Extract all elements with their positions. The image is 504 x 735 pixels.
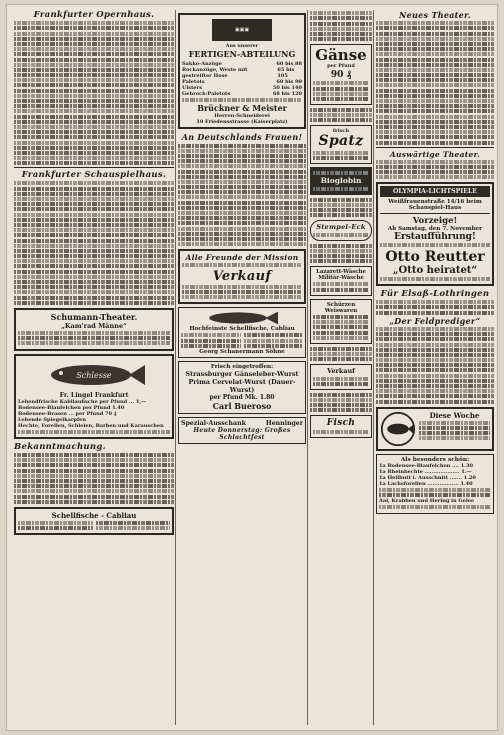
fish-item: Hechte, Forellen, Schleien, Barben und Karauschen (18, 422, 164, 429)
spatz-sub: frisch (332, 128, 350, 135)
spatz-heading: Spatz (318, 133, 364, 150)
bioglobin-ad (310, 167, 372, 195)
fish-item: Lebende Spiegelkarpfen (18, 416, 86, 423)
newspaper-page (6, 4, 498, 731)
bekanntmachung-heading: Bekanntmachung. (14, 441, 106, 452)
brand-logo: ▣▣▣ (212, 19, 272, 41)
stempel-heading: Stempel-Eck (316, 223, 366, 232)
auswaertige-heading: Auswärtige Theater. (389, 149, 481, 159)
fish-seal-icon (380, 411, 416, 447)
mission-ad (178, 249, 306, 304)
angebot-row: 1a Rheinhechte .................... 1.— (379, 468, 472, 475)
price-row: Sakko-Anzüge 60 bis 88 (182, 61, 302, 67)
diese-woche-heading: Diese Woche (429, 410, 480, 420)
appeal-heading: An Deutschlands Frauen! (181, 132, 303, 143)
fish-icon (197, 310, 287, 326)
leinen-heading: Schürzen Weiswaren (324, 301, 358, 314)
fish-illustration-icon (39, 361, 149, 389)
column-rule (373, 10, 374, 725)
gaense-ad (310, 44, 372, 105)
price-row: Rockanzüge, Weste mit gestreifter Hose 65 bis 105 (182, 67, 295, 79)
schellfisch-wholesale-ad (178, 307, 306, 358)
schumann-theater-ad (14, 308, 174, 351)
elsass-heading: Für Elsaß-Lothringen (380, 289, 490, 299)
lazarett-heading: Lazarett-Wäsche Militär-Wäsche (316, 269, 366, 282)
olympia-lichtspiele-ad (376, 182, 494, 286)
feldprediger-title: „Der Feldprediger“ (389, 315, 481, 326)
stempel-eck-ad (310, 220, 372, 240)
angebote-heading: Als besonders schön: (400, 456, 470, 463)
fish-company: Fr. Lingel Frankfurt (59, 391, 129, 399)
schellfisch-ad (14, 507, 174, 536)
angebot-row: 1a Heilbutt i. Ausschnitt ....... 1.20 (379, 474, 476, 481)
price-row: Paletots 60 bis 90 (182, 79, 302, 85)
fish-item: Lebendfrische Kabliaufische per Pfund ... 1,— (18, 398, 147, 405)
bioglobin-heading: Bioglobin (320, 176, 362, 186)
opera-heading: Frankfurter Opernhaus. (33, 10, 155, 20)
verkauf-small-heading: Verkauf (327, 367, 355, 376)
wurst-2-price: per Pfund Mk. 1.80 (209, 394, 275, 401)
schellfisch-heading: Schellfische - Cabliau (51, 510, 137, 520)
neues-theater-heading: Neues Theater. (399, 10, 471, 20)
gaense-unit: per Pfund (327, 63, 355, 70)
column-rule (307, 10, 308, 725)
schumann-heading: Schumann-Theater. (50, 311, 138, 322)
fish-item: Bodensee-Blaufelchen per Pfund 1.40 (18, 404, 125, 411)
price-row: Gehrock-Paletots 68 bis 120 (182, 91, 302, 97)
olympia-address: Weißfrauenstraße 14/16 beim Schauspiel-Haus (388, 199, 482, 212)
angebot-row: 1a Bodensee-Blaufelchen .... 1.30 (379, 462, 473, 469)
column-rule (175, 10, 176, 725)
wurst-1: Strassburger Gänseleber-Wurst (185, 370, 299, 378)
spezial-brand: Henninger (265, 420, 303, 427)
spezial-ausschank-ad (178, 417, 306, 444)
angebote-list (376, 454, 494, 514)
wurst-ad (178, 361, 306, 414)
brueckner-name: Brückner & Meister (197, 103, 287, 114)
olympia-heading: OLYMPIA-LICHTSPIELE (380, 186, 490, 197)
fisch-small-heading: Fisch (326, 418, 356, 429)
column-cinema-ads (376, 10, 494, 725)
schumann-play: „Kam'rad Männe“ (61, 321, 127, 330)
column-clothing-ads (178, 10, 306, 725)
fish-item: Bodensee-Brasen ... per Pfund 70 ₰ (18, 410, 117, 417)
angebot-row: 1a Lachsforellen .................. 1.40 (379, 480, 473, 487)
price-row: Ulsters 50 bis 140 (182, 85, 302, 91)
fish-market-ad (376, 407, 494, 451)
fisch-small-ad (310, 415, 372, 437)
fisch-company: Georg Schanermann Söhne (199, 349, 285, 355)
column-theater-listings (14, 10, 174, 725)
brueckner-sub: Herren-Schneiderei (214, 113, 270, 120)
lazarett-ad (310, 266, 372, 296)
fertig-title: FERTIGEN-ABTEILUNG (188, 49, 296, 59)
erstauffuehrung-heading: Erstaufführung! (394, 232, 476, 243)
verkauf-heading: Verkauf (212, 268, 272, 284)
wurst-2: Prima Cervelat-Wurst (Dauer-Wurst) (188, 378, 296, 394)
fish-shop-ad (14, 354, 174, 439)
verkauf-small-ad (310, 364, 372, 390)
leinen-ad (310, 299, 372, 344)
fish-brand-text: Schlesse (76, 370, 112, 380)
fisch-heading: Hochfeinste Schellfische, Cabliau (189, 326, 295, 333)
datum-line: Ab Samstag, den 7. November (387, 226, 483, 233)
schlachtfest-line: Heute Donnerstag: Großes Schlachtfest (193, 427, 291, 441)
spezial-heading: Spezial-Ausschank (181, 420, 246, 427)
film-title: „Otto heiratet“ (392, 264, 478, 276)
bueroso-name: Carl Bueroso (212, 401, 272, 411)
gaense-price: 90 ₰ (330, 70, 352, 81)
aal-line: Aal, Krabben und Hering in Gelee (379, 498, 475, 505)
gaense-heading: Gänse (315, 46, 367, 65)
schauspielhaus-heading: Frankfurter Schauspielhaus. (21, 170, 167, 181)
spatz-ad (310, 125, 372, 164)
column-small-ads (310, 10, 372, 725)
brueckner-address: 10 Friedensstrasse (Kaiserplatz) (196, 119, 288, 126)
vorzeige-heading: Vorzeige! (412, 216, 458, 227)
fertig-intro: Aus unserer (225, 43, 259, 49)
wurst-intro: Frisch eingetroffen: (210, 364, 274, 370)
mission-heading: Alle Freunde der Mission (185, 253, 299, 263)
brueckner-meister-ad (178, 13, 306, 129)
star-name: Otto Reutter (385, 248, 485, 265)
